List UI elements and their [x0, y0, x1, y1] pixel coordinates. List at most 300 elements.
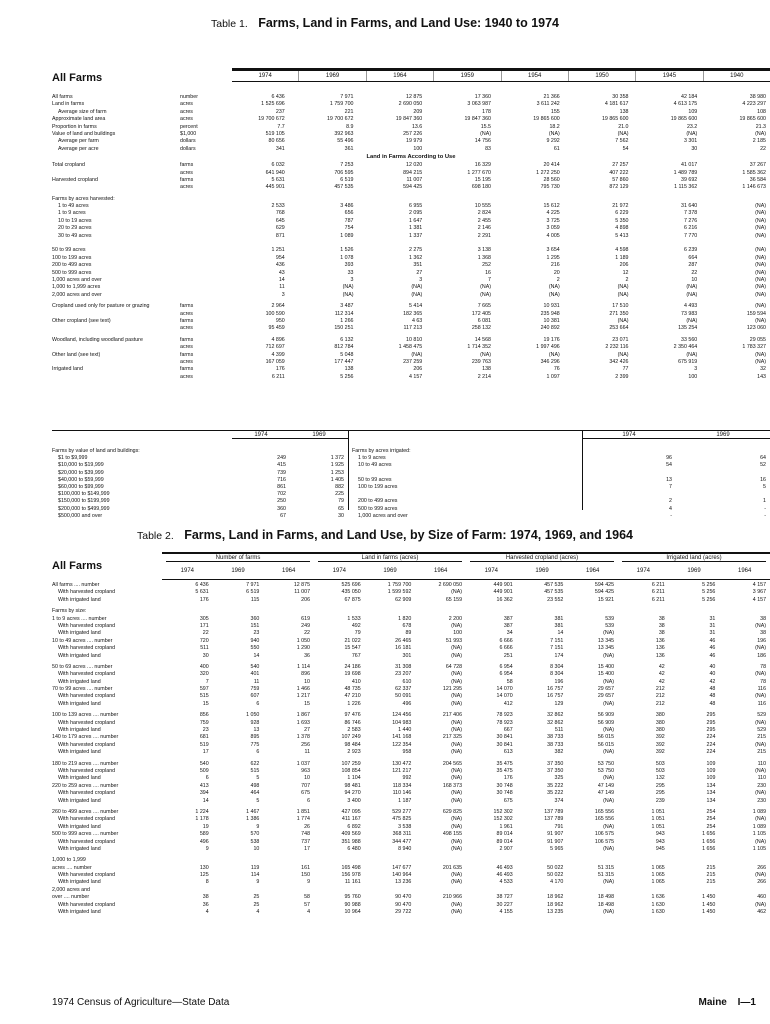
table-cell: 140 964	[392, 872, 412, 879]
table-cell: 4 399	[271, 351, 285, 358]
table-cell: 80 656	[268, 138, 285, 145]
table-cell	[365, 887, 416, 894]
row-unit	[180, 292, 220, 299]
table-cell: 1 636	[651, 894, 665, 901]
row-values	[220, 225, 770, 232]
table-cell: 503	[655, 760, 665, 767]
table-cell: (NA)	[603, 879, 615, 886]
table-cell: 38	[202, 894, 209, 901]
table-cell: (NA)	[755, 262, 766, 269]
table-cell: 206	[301, 596, 311, 603]
table-cell: 27	[304, 727, 311, 734]
table-cell: 401	[250, 671, 260, 678]
table-cell: 7 151	[550, 645, 564, 652]
table-cell: (NA)	[451, 741, 463, 748]
table-row	[52, 337, 770, 344]
table-cell: 48	[709, 686, 716, 693]
row-values	[220, 210, 770, 217]
table-cell: 176	[503, 775, 513, 782]
table-cell: (NA)	[755, 225, 766, 232]
table-cell: (NA)	[451, 838, 463, 845]
table-cell: 787	[344, 217, 354, 224]
row-label: 100 to 139 acres .... number	[52, 712, 119, 719]
table-cell: 539	[605, 615, 615, 622]
table-cell: 230	[757, 797, 767, 804]
table-row	[52, 462, 348, 469]
table-cell: 13 235	[547, 909, 564, 916]
table-cell: 6 955	[408, 203, 423, 210]
table-cell: 1 065	[651, 864, 665, 871]
table-cell: 115	[250, 596, 260, 603]
table-cell: 23.2	[686, 123, 698, 130]
table-cell: 57 860	[612, 176, 629, 183]
table-cell: 1	[763, 498, 766, 505]
table-cell: 449 901	[493, 582, 513, 588]
row-label: With harvested cropland	[58, 589, 116, 596]
table-cell: 392	[655, 734, 665, 741]
table2-year-header: 1964	[282, 568, 296, 574]
table2-year-header: 1969	[535, 568, 549, 574]
row-values	[232, 506, 348, 513]
row-values	[220, 277, 770, 284]
table-cell: 39 692	[681, 176, 698, 183]
table-cell: 89 014	[496, 831, 513, 838]
table-cell: 11	[304, 749, 311, 756]
table-cell: (NA)	[548, 351, 560, 358]
table-row	[52, 170, 770, 177]
table-cell: 79	[338, 498, 344, 505]
table1-sub-rule	[52, 430, 770, 431]
table-cell: 13	[666, 476, 672, 483]
table-cell: 1 378	[296, 734, 311, 741]
footer-page	[699, 997, 756, 1008]
row-label: 30 to 49 acres	[58, 232, 92, 239]
table-cell: 61	[553, 145, 560, 152]
table-cell: 31	[709, 622, 716, 629]
table-cell: 940	[250, 637, 260, 644]
row-values	[220, 318, 770, 325]
table-row	[52, 790, 770, 797]
table1-title	[0, 14, 770, 32]
row-label: $100,000 to $149,999	[58, 491, 110, 498]
row-label: Average size of farm	[58, 108, 107, 115]
table-cell: 10 381	[543, 317, 560, 324]
footer-page-number: I—1	[737, 997, 756, 1008]
table-cell: 3 611 242	[536, 101, 560, 108]
table-cell: 9	[256, 879, 260, 886]
table-row	[52, 597, 770, 604]
table-cell: 109	[688, 108, 698, 115]
table-row	[52, 809, 770, 816]
table-row	[52, 887, 770, 894]
table-cell: 6 229	[615, 210, 629, 217]
table-cell: 7 971	[246, 582, 260, 588]
table-cell: 392	[655, 741, 665, 748]
table-cell: 1 051	[651, 823, 665, 830]
table-cell: 16 181	[395, 645, 412, 652]
table-cell: 15	[202, 700, 209, 707]
table-row	[52, 589, 770, 596]
table-cell: (NA)	[755, 317, 766, 324]
table-cell: 36	[304, 652, 311, 659]
table-cell: 13	[253, 727, 260, 734]
row-label: 10 to 49 acres	[358, 462, 392, 469]
table-cell: 50 022	[547, 872, 564, 879]
table-cell: 51 993	[445, 637, 463, 644]
table-cell: 24 186	[344, 663, 361, 670]
table-cell: (NA)	[603, 823, 615, 830]
table-cell: 3 138	[477, 247, 491, 254]
table-cell: 114	[250, 872, 260, 879]
table-cell: 54	[622, 145, 629, 152]
table-row	[52, 233, 770, 240]
table-cell: 132	[655, 775, 665, 782]
table-cell: 5 631	[271, 176, 285, 183]
table-row	[52, 638, 770, 645]
table-cell: 110 146	[392, 790, 412, 797]
row-values	[232, 491, 348, 498]
table-cell: 215	[706, 872, 716, 879]
table-cell: 165 498	[341, 864, 361, 871]
table-cell: 37 350	[547, 767, 564, 774]
row-values	[220, 146, 770, 153]
table-cell: 235 948	[540, 310, 560, 317]
table-cell: 2 275	[408, 247, 423, 254]
table-cell: 1 337	[408, 232, 423, 239]
table-cell: 5 256	[340, 373, 354, 380]
table-cell	[213, 608, 264, 615]
table-cell: 394	[199, 790, 209, 797]
table-row	[52, 664, 770, 671]
table-cell: 48	[709, 700, 716, 707]
table-cell: (NA)	[686, 291, 698, 298]
table-cell: 22	[760, 145, 766, 152]
table-cell: 106 575	[594, 831, 615, 838]
table-cell: 6 132	[340, 336, 354, 343]
table-cell: 1 251	[271, 247, 285, 254]
row-unit: acres	[180, 373, 193, 380]
row-label: 1 to 49 acres	[58, 203, 89, 210]
row-values	[162, 761, 770, 768]
table-cell: 249	[301, 622, 311, 629]
row-unit: acres	[180, 169, 193, 176]
table-cell: 27	[416, 269, 423, 276]
table-cell	[365, 608, 416, 615]
table-cell: 40	[709, 671, 716, 678]
table-cell: 5 413	[615, 232, 629, 239]
table-cell: 14 070	[496, 693, 513, 700]
row-label: 1,000 acres and over	[358, 512, 408, 519]
table-cell: 515	[199, 693, 209, 700]
table-cell: 31 640	[681, 203, 698, 210]
table2-group-header: Harvested cropland (acres)	[470, 555, 614, 562]
table-cell: 30 748	[496, 782, 513, 789]
table-cell: 11 007	[406, 176, 423, 183]
table-cell: 716	[277, 476, 286, 483]
table-cell: 67	[280, 512, 286, 519]
row-label: 1 to 9 acres .... number	[52, 615, 107, 622]
sub-year-header: 1974	[622, 432, 636, 438]
table-cell: (NA)	[451, 823, 463, 830]
table-cell: 1 146 673	[742, 184, 766, 191]
table-cell: 2 146	[477, 225, 491, 232]
table-cell: 143	[757, 373, 766, 380]
table-cell: 55 496	[337, 138, 354, 145]
table-cell: 475 825	[392, 816, 412, 823]
table1-sub-divider	[348, 430, 349, 510]
table-cell: 1 089	[752, 808, 767, 815]
table-cell: (NA)	[603, 700, 615, 707]
table-cell: 95 760	[344, 894, 361, 901]
table-cell: 224	[706, 741, 716, 748]
table-cell: 30	[338, 512, 344, 519]
table-row	[52, 865, 770, 872]
row-label	[52, 344, 180, 351]
table-cell: 1 450	[702, 909, 716, 916]
table-cell: 2 964	[271, 303, 285, 310]
table-cell: 5 256	[702, 596, 716, 603]
row-values	[162, 653, 770, 660]
row-label: 180 to 219 acres .... number	[52, 760, 119, 767]
row-values	[162, 630, 770, 637]
row-unit	[180, 218, 220, 225]
row-values	[162, 865, 770, 872]
table-cell: 212	[655, 686, 665, 693]
table-cell: 14 568	[474, 336, 491, 343]
table-cell: 4	[205, 909, 209, 916]
table-cell: (NA)	[603, 909, 615, 916]
table2-year-header: 1969	[687, 568, 701, 574]
table-cell: 94 270	[344, 790, 361, 797]
table-cell: 31 308	[395, 663, 412, 670]
table-cell: 675 919	[678, 358, 698, 365]
table-cell: 16	[485, 269, 491, 276]
table-cell: 10	[304, 678, 311, 685]
table-cell: 147 677	[392, 864, 412, 871]
table-cell: (NA)	[342, 284, 354, 291]
table-cell	[669, 608, 720, 615]
table-cell: 945	[655, 845, 665, 852]
table-cell: (NA)	[686, 284, 698, 291]
table-cell: 19 979	[406, 138, 423, 145]
table-cell: (NA)	[755, 816, 767, 823]
table-cell: 20 414	[543, 162, 560, 169]
row-label: Total cropland	[52, 162, 85, 169]
row-label: 10 to 19 acres	[58, 217, 92, 224]
row-unit	[180, 225, 220, 232]
table1-sub-right	[352, 448, 770, 520]
table-cell: 1 851	[296, 808, 311, 815]
table-cell: 594 425	[403, 184, 423, 191]
table-cell: 152 302	[493, 808, 513, 815]
table-cell	[314, 857, 365, 864]
table-cell: 667	[503, 727, 513, 734]
table-cell: 6	[256, 700, 260, 707]
table-cell: 12	[622, 269, 629, 276]
table-row	[52, 484, 348, 491]
table-cell: 17	[202, 749, 209, 756]
row-label: Woodland, including woodland pasture	[52, 336, 143, 343]
table-cell: 18.2	[549, 123, 560, 130]
table-cell: 21 022	[344, 637, 361, 644]
table2-year-header: 1969	[231, 568, 245, 574]
row-unit	[180, 203, 220, 210]
table1-year-header: 1940	[703, 71, 770, 81]
table-row	[352, 484, 770, 491]
table-cell: 2	[669, 498, 672, 505]
table-row	[52, 742, 770, 749]
table-row	[52, 506, 348, 513]
table-cell: 341	[275, 145, 285, 152]
table-cell: 18 498	[597, 894, 615, 901]
table-row	[52, 879, 770, 886]
table-cell: 492	[351, 622, 361, 629]
row-label: With irrigated land	[58, 652, 101, 659]
table-cell: 3 654	[546, 247, 560, 254]
row-label: Harvested cropland	[52, 176, 98, 183]
table-cell: 254	[706, 816, 716, 823]
table-cell: 23 552	[547, 596, 564, 603]
table-cell: 1 051	[651, 808, 665, 815]
table-cell: 30 748	[496, 790, 513, 797]
table-cell: 156 978	[341, 872, 361, 879]
row-values	[162, 749, 770, 756]
table-cell: (NA)	[451, 909, 463, 916]
table-cell: 460	[757, 894, 767, 901]
table-cell: (NA)	[451, 645, 463, 652]
table-cell: (NA)	[755, 130, 766, 137]
table-cell: 872 129	[609, 184, 629, 191]
table-cell	[564, 196, 633, 203]
table-cell: 178	[482, 108, 491, 115]
row-values	[220, 170, 770, 177]
table-row	[52, 498, 348, 505]
table-row	[52, 623, 770, 630]
table-cell: 110	[757, 760, 767, 767]
table-cell: 6 519	[246, 589, 260, 596]
table-cell: 46 493	[496, 872, 513, 879]
row-label: With irrigated land	[58, 775, 101, 782]
table-cell: (NA)	[755, 358, 766, 365]
table-cell: 1 097	[546, 373, 560, 380]
table-cell: 22	[202, 630, 209, 637]
row-label: 100 to 199 acres	[52, 254, 92, 261]
table-cell: 165 556	[594, 808, 615, 815]
table-cell: 18 962	[547, 901, 564, 908]
row-label: Other land (see text)	[52, 351, 101, 358]
table-cell: (NA)	[451, 845, 463, 852]
table-cell: (NA)	[755, 622, 767, 629]
row-values	[220, 177, 770, 184]
table-cell: 79	[354, 630, 361, 637]
table-cell: 1 783 327	[742, 344, 766, 351]
table-cell: 19 698	[344, 671, 361, 678]
row-label: With irrigated land	[58, 845, 101, 852]
table-cell: 5 048	[340, 351, 354, 358]
table-cell: 754	[344, 225, 354, 232]
table-cell: 134	[706, 797, 716, 804]
row-label: 200 to 499 acres	[52, 262, 92, 269]
table-cell: 509	[199, 767, 209, 774]
table-cell: 325	[554, 775, 564, 782]
row-label: With irrigated land	[58, 630, 101, 637]
table-row	[52, 824, 770, 831]
table-cell: 2 291	[477, 232, 491, 239]
table-cell: 112 314	[334, 310, 354, 317]
table-cell: 4	[256, 909, 260, 916]
table2-title	[0, 526, 770, 544]
table-cell: 40	[709, 663, 716, 670]
table-cell: 3 725	[546, 217, 560, 224]
table-cell: 46 493	[496, 864, 513, 871]
table-cell: 217 406	[442, 712, 463, 719]
table-cell: 610	[402, 678, 412, 685]
table-cell: 320	[199, 671, 209, 678]
row-label	[352, 491, 582, 498]
table-cell: (NA)	[603, 678, 615, 685]
table-cell: 21.3	[755, 123, 766, 130]
table-cell: 25	[253, 894, 260, 901]
row-label: With irrigated land	[58, 749, 101, 756]
table-row	[52, 101, 770, 108]
row-label	[52, 311, 180, 318]
table-cell: 95 459	[268, 325, 285, 332]
table-cell: 29 055	[749, 336, 766, 343]
row-label: $60,000 to $99,999	[58, 483, 104, 490]
table-cell: 18 498	[597, 901, 615, 908]
row-unit	[180, 247, 220, 254]
table-cell: (NA)	[451, 797, 463, 804]
table-cell: 15 195	[474, 176, 491, 183]
table-cell: 43	[278, 269, 285, 276]
table-cell: 410	[351, 678, 361, 685]
table-cell: 109	[706, 767, 716, 774]
table-cell: 47 149	[597, 790, 615, 797]
table-row	[52, 749, 770, 756]
table-cell: 2 095	[408, 210, 423, 217]
table-cell	[618, 608, 669, 615]
table-cell: 457 535	[544, 589, 564, 596]
table-cell: 3	[419, 276, 423, 283]
row-label: $10,000 to $19,999	[58, 462, 104, 469]
table-cell: 1 277 670	[467, 169, 491, 176]
table-row	[52, 318, 770, 325]
table-cell: 6 954	[499, 671, 513, 678]
table-cell: 11 007	[294, 589, 311, 596]
row-label: With harvested cropland	[58, 790, 116, 797]
row-values	[162, 742, 770, 749]
row-label: 200 to 499 acres	[358, 498, 398, 505]
table-cell: (NA)	[755, 872, 767, 879]
row-label: With harvested cropland	[58, 767, 116, 774]
table-cell: 1 224	[195, 808, 209, 815]
table-cell: 943	[655, 838, 665, 845]
table1-year-header: 1964	[366, 71, 433, 81]
table-cell: 619	[301, 615, 311, 622]
row-label: With irrigated land	[58, 879, 101, 886]
table-cell: 266	[757, 864, 767, 871]
table-cell: 64	[760, 455, 766, 462]
table-cell: 2	[556, 276, 560, 283]
row-label	[352, 470, 582, 477]
row-values	[582, 455, 770, 462]
row-label: 20 to 29 acres	[58, 225, 92, 232]
table-cell: 1 050	[246, 712, 260, 719]
table-cell: 15 612	[543, 203, 560, 210]
row-unit: farms	[180, 336, 194, 343]
table-cell: 107 249	[341, 734, 361, 741]
row-label: 1,000 to 1,999	[52, 857, 86, 864]
